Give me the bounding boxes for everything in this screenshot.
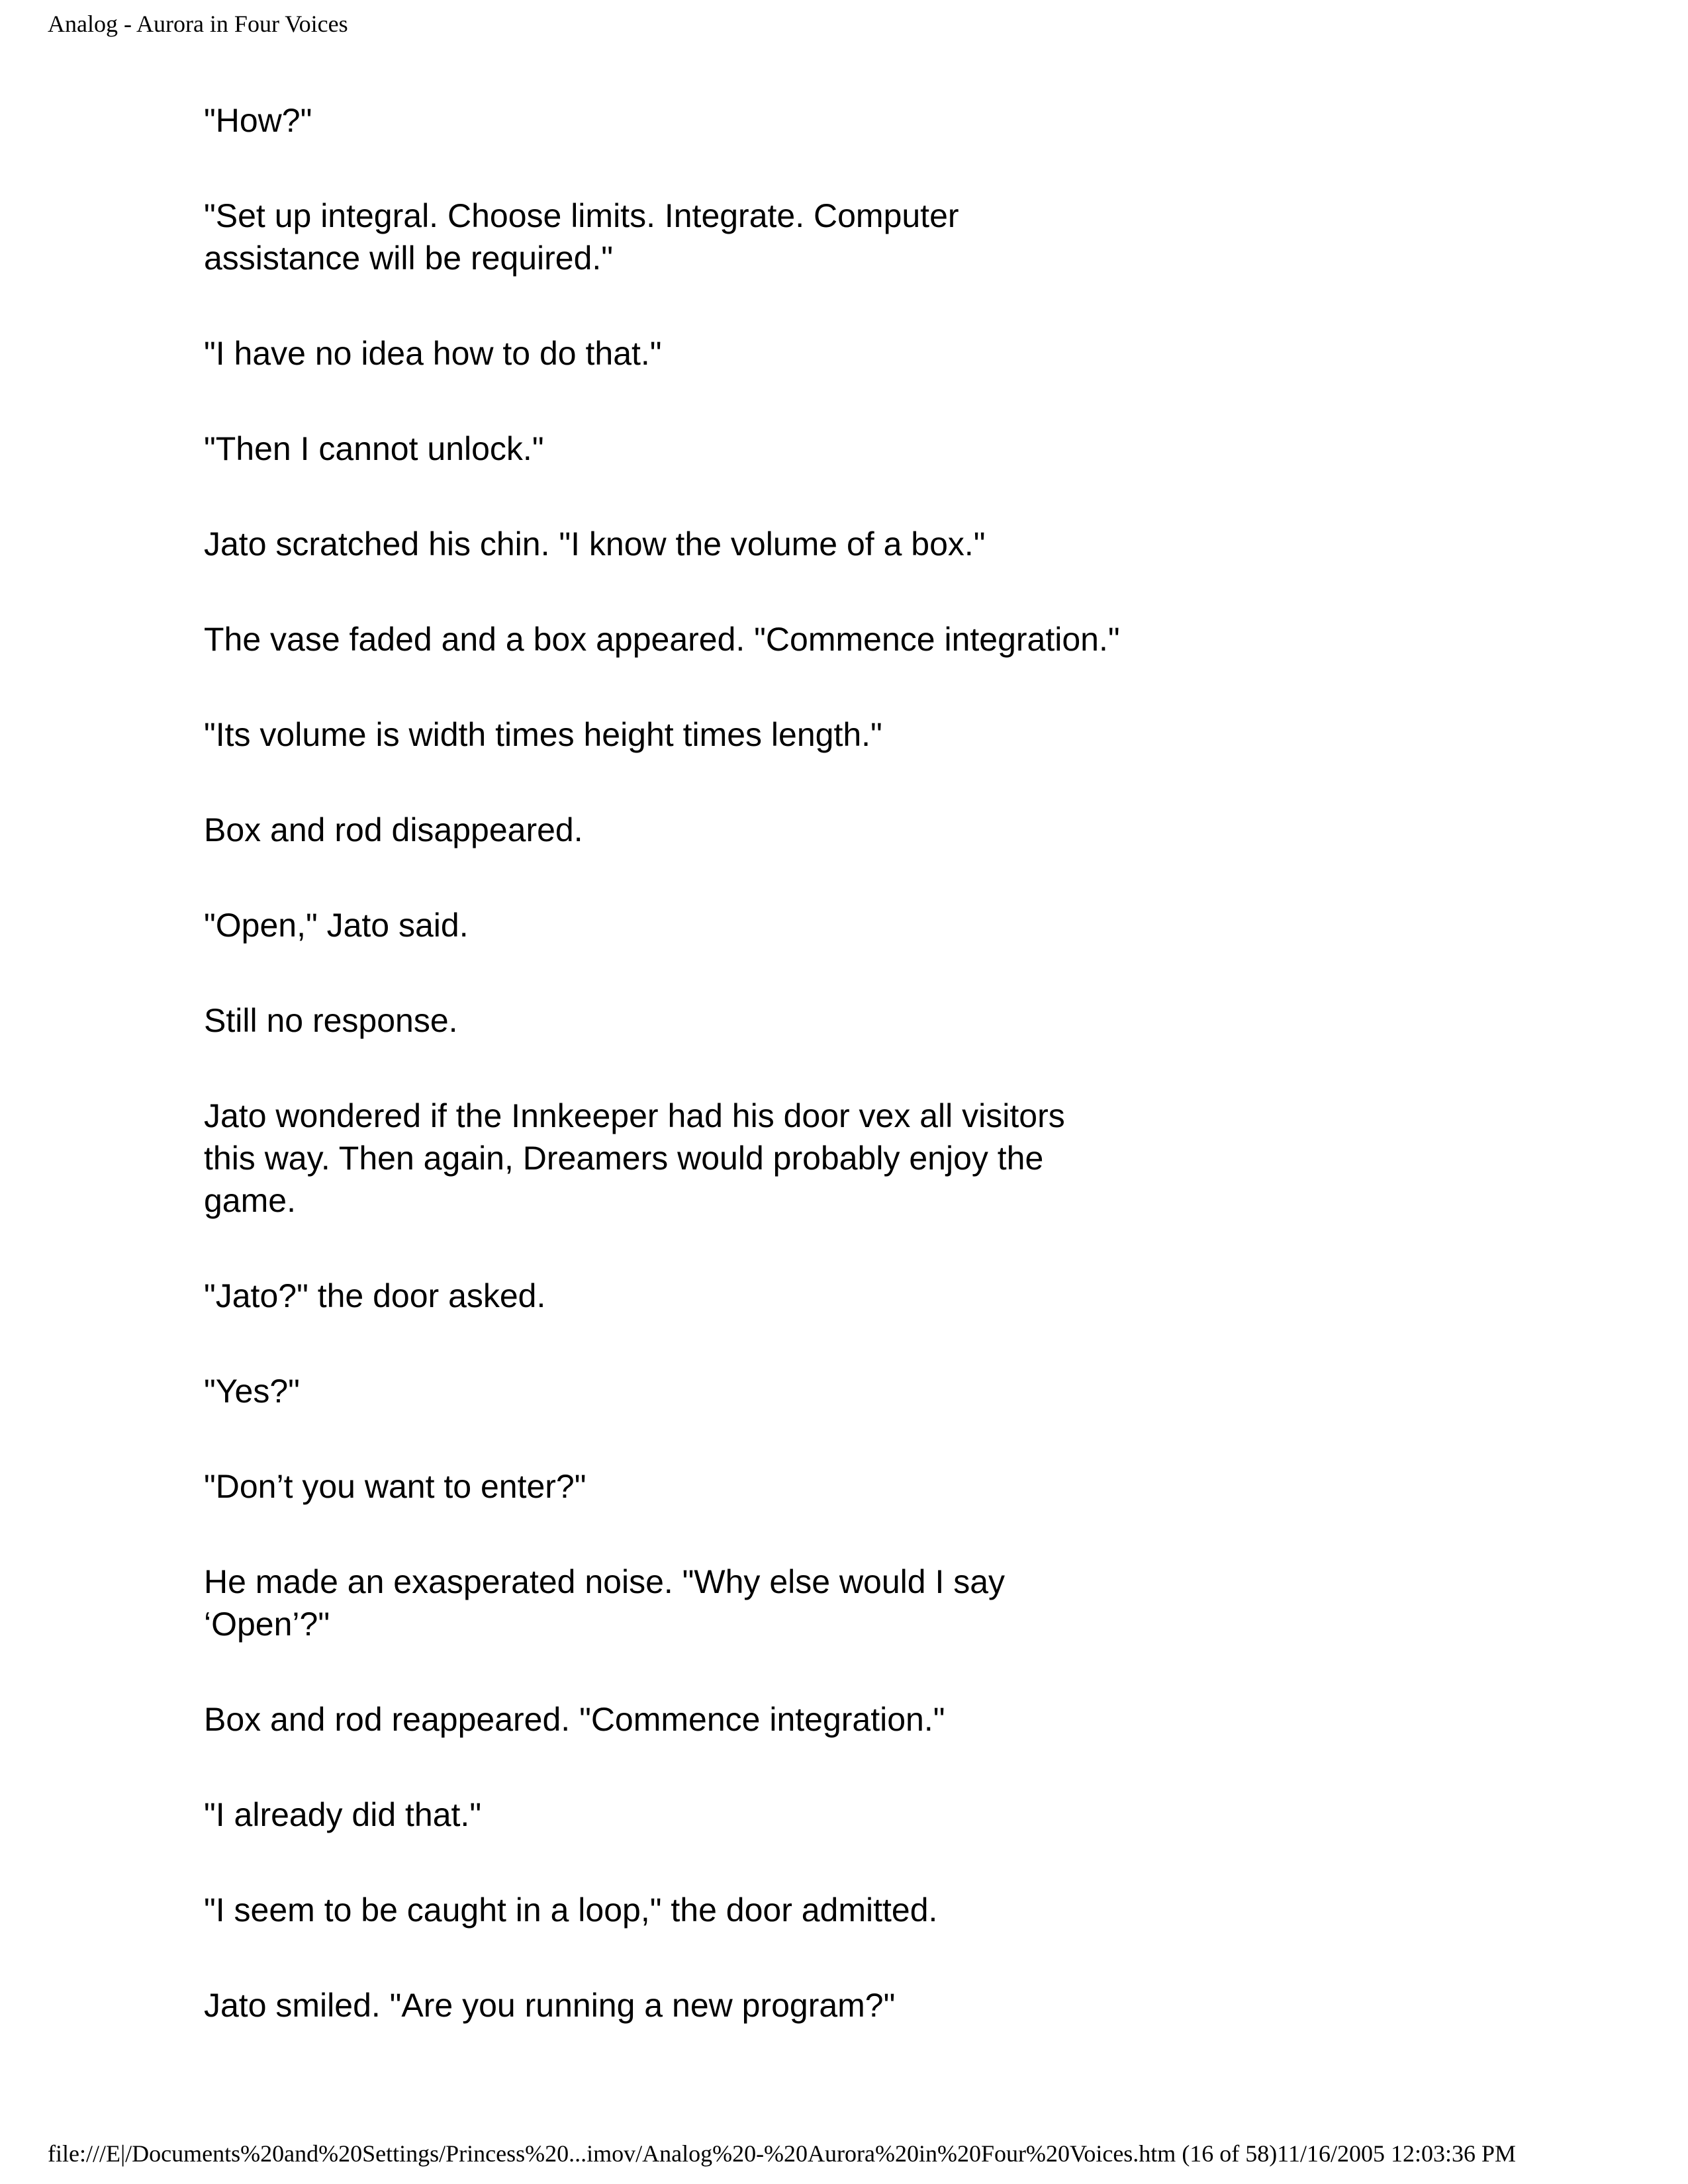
footer-url: file:///E|/Documents%20and%20Settings/Princess%20...imov/Analog%20-%20Aurora%20in%20Four%20Voices.htm xyxy=(48,2140,1176,2167)
paragraph: "Yes?" xyxy=(204,1373,300,1410)
paragraph: He made an exasperated noise. "Why else would I say ‘Open’?" xyxy=(204,1563,1006,1643)
paragraph: "I seem to be caught in a loop," the door admitted. xyxy=(204,1891,938,1929)
paragraph: "I already did that." xyxy=(204,1796,482,1833)
page-header-title: Analog - Aurora in Four Voices xyxy=(48,11,348,37)
paragraph: "Don’t you want to enter?" xyxy=(204,1468,586,1505)
footer-timestamp: 11/16/2005 12:03:36 PM xyxy=(1277,2140,1516,2167)
paragraph: "Then I cannot unlock." xyxy=(204,430,544,467)
paragraph: The vase faded and a box appeared. "Commence integration." xyxy=(204,621,1120,658)
paragraph: "Open," Jato said. xyxy=(204,907,469,944)
paragraph: Box and rod disappeared. xyxy=(204,811,583,848)
footer-page-info: (16 of 58) xyxy=(1176,2140,1278,2167)
paragraph: Still no response. xyxy=(204,1002,458,1039)
paragraph: "I have no idea how to do that." xyxy=(204,335,662,372)
paragraph: Jato smiled. "Are you running a new program?" xyxy=(204,1987,896,2024)
paragraph: "Set up integral. Choose limits. Integrate. Computer assistance will be required." xyxy=(204,197,959,277)
paragraph: "How?" xyxy=(204,102,312,139)
story-text xyxy=(204,99,1223,2026)
paragraph: Box and rod reappeared. "Commence integration." xyxy=(204,1701,945,1738)
paragraph: Jato wondered if the Innkeeper had his door vex all visitors this way. Then again, Dreamers would probably enjoy the game. xyxy=(204,1097,1065,1219)
paragraph: "Its volume is width times height times length." xyxy=(204,716,882,753)
paragraph: "Jato?" the door asked. xyxy=(204,1277,546,1314)
paragraph: Jato scratched his chin. "I know the volume of a box." xyxy=(204,525,986,563)
page-footer xyxy=(48,2139,1516,2168)
